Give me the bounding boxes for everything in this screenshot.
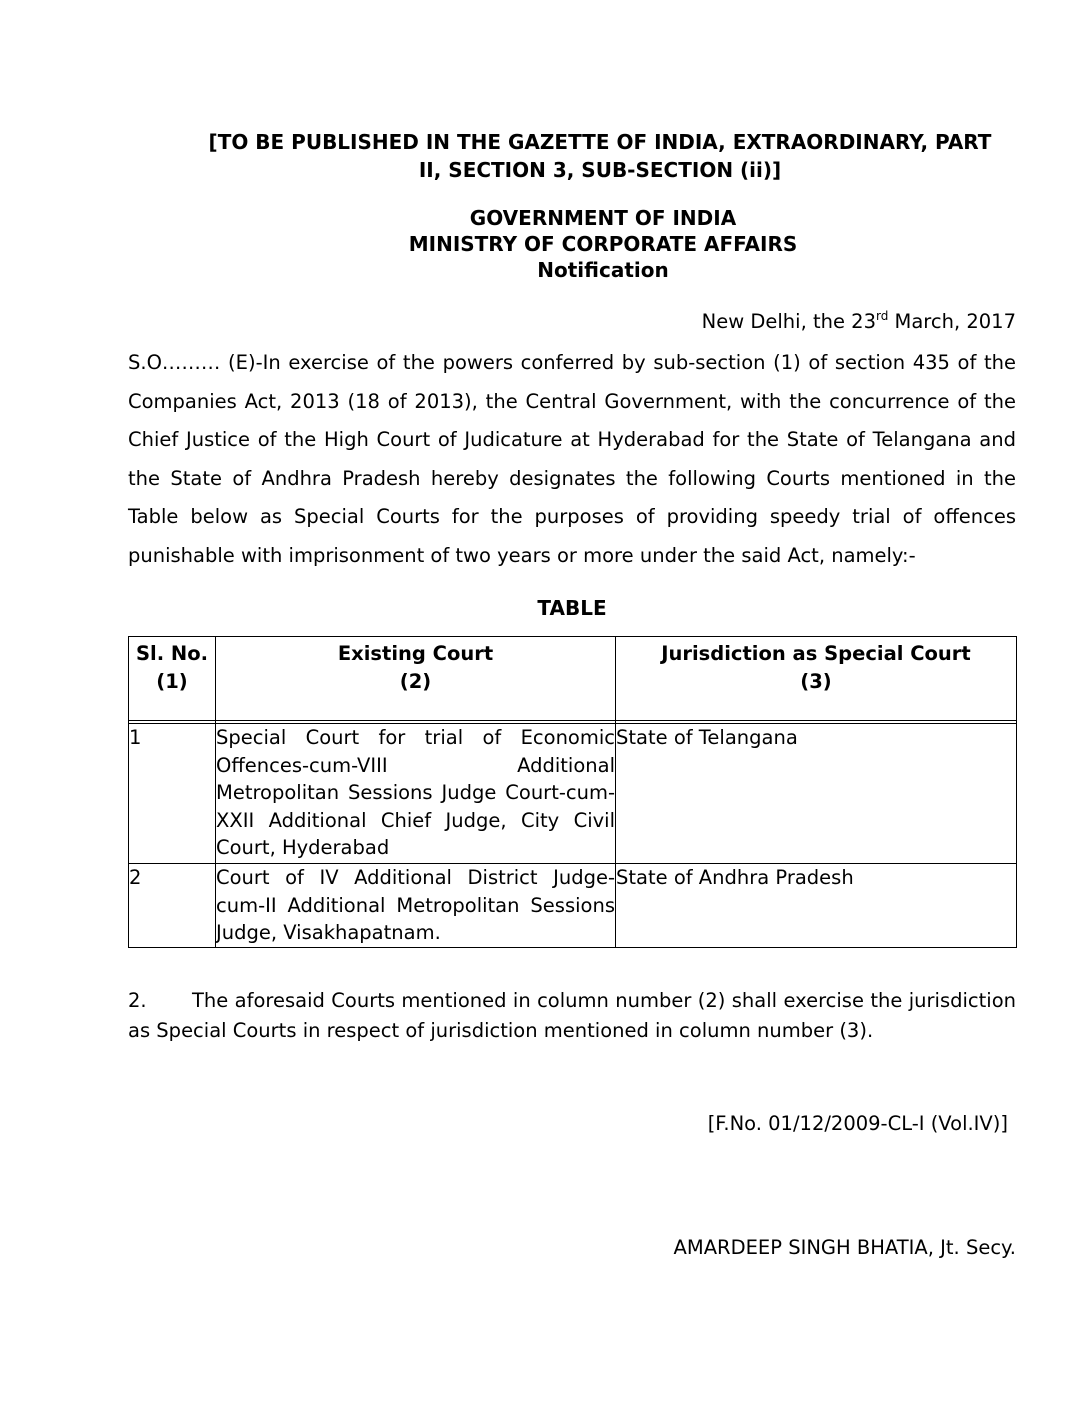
- header-jurisdiction-label: Jurisdiction as Special Court: [661, 642, 971, 665]
- header-existing-court-sub: (2): [399, 670, 432, 693]
- table-row: [129, 864, 1017, 948]
- paragraph-2-text: The aforesaid Courts mentioned in column number (2) shall exercise the jurisdiction as Special Courts in respect of jurisdiction mentioned in column number (3).: [128, 989, 1016, 1042]
- header-sl-no: [129, 637, 216, 721]
- row-sl-no: 2: [129, 864, 216, 948]
- header-existing-court-label: Existing Court: [337, 642, 494, 665]
- file-number: [F.No. 01/12/2009-CL-I (Vol.IV)]: [707, 1112, 1008, 1135]
- header-jurisdiction-sub: (3): [800, 670, 832, 693]
- date-line: [702, 310, 1016, 333]
- document-type: Notification: [537, 258, 669, 282]
- main-paragraph: S.O……… (E)-In exercise of the powers conferred by sub-section (1) of section 435 of the Companies Act, 2013 (18 of 2013), the Central Government, with the concurrence of the Chief Justice of the High Court of Judicature at Hyderabad for the State of Telangana and the State of Andhra Pradesh hereby designates the following Courts mentioned in the Table below as Special Courts for the purposes of providing speedy trial of offences punishable with imprisonment of two years or more under the said Act, namely:-: [128, 351, 1016, 567]
- paragraph-2: [128, 986, 1016, 1046]
- row-jurisdiction: State of Andhra Pradesh: [616, 864, 1017, 948]
- date-ordinal-suffix: rd: [875, 309, 889, 323]
- header-existing-court: [216, 637, 616, 721]
- date-prefix: New Delhi, the 23: [701, 310, 876, 333]
- gazette-header-line1: [TO BE PUBLISHED IN THE GAZETTE OF INDIA, EXTRAORDINARY, PART: [208, 130, 992, 154]
- signatory: AMARDEEP SINGH BHATIA, Jt. Secy.: [673, 1236, 1016, 1259]
- government-name: GOVERNMENT OF INDIA: [469, 206, 737, 230]
- row-sl-no: 1: [129, 724, 216, 864]
- date-rest: March, 2017: [888, 310, 1016, 333]
- ministry-name: MINISTRY OF CORPORATE AFFAIRS: [408, 232, 798, 256]
- issuer-block: [150, 205, 1056, 283]
- row-existing-court: Special Court for trial of Economic Offences-cum-VIII Additional Metropolitan Sessions Judge Court-cum-XXII Additional Chief Judge, City Civil Court, Hyderabad: [216, 724, 616, 864]
- table-header-row: [129, 637, 1017, 721]
- courts-table: [128, 636, 1017, 948]
- row-jurisdiction: State of Telangana: [616, 724, 1017, 864]
- table-row: [129, 724, 1017, 864]
- header-sl-no-sub: (1): [156, 670, 188, 693]
- gazette-header-line2: II, SECTION 3, SUB-SECTION (ii)]: [418, 158, 782, 182]
- header-sl-no-label: Sl. No.: [135, 642, 209, 665]
- paragraph-2-number: 2.: [128, 989, 147, 1012]
- gazette-header: [150, 128, 1050, 184]
- row-existing-court: Court of IV Additional District Judge-cum-II Additional Metropolitan Sessions Judge, Visakhapatnam.: [216, 864, 616, 948]
- header-jurisdiction: [616, 637, 1017, 721]
- table-title: TABLE: [537, 596, 607, 620]
